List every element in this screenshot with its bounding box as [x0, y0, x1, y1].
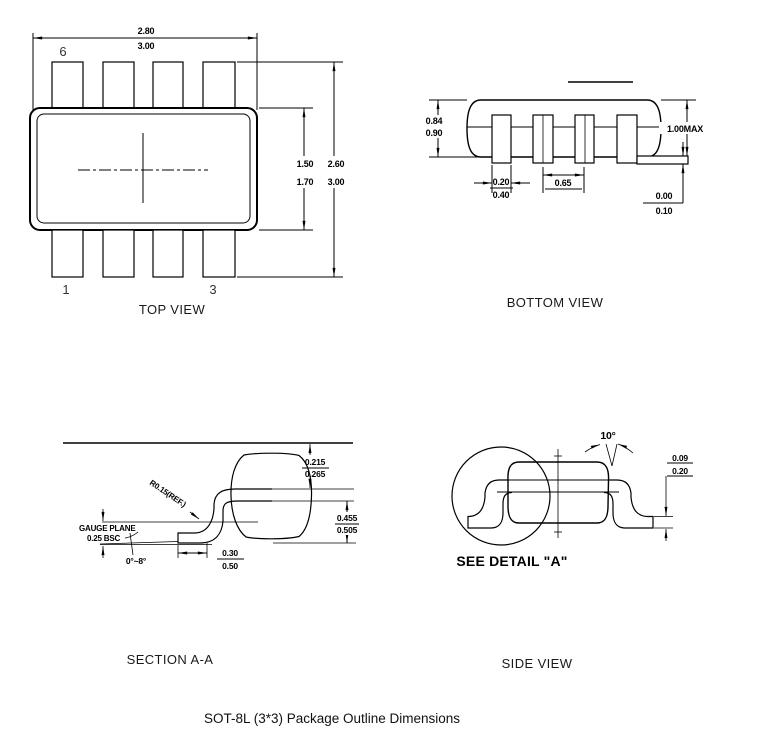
side-lead	[637, 156, 688, 164]
bottom-view-pins	[492, 115, 637, 163]
dim-bottom-body-height	[423, 100, 490, 157]
side-right-lead	[604, 480, 653, 528]
dim-a2-max-label: 0.90	[425, 128, 443, 138]
dim-foot-length	[178, 543, 244, 571]
dim-bottom-lead-width	[474, 165, 530, 200]
section-view-label: SECTION A-A	[126, 652, 214, 667]
bottom-view-label: BOTTOM VIEW	[506, 295, 604, 310]
dim-tip-thickness	[654, 453, 693, 541]
dim-b-max-label: 0.40	[492, 190, 510, 200]
top-view-upper-pins	[52, 62, 235, 108]
dim-b-min-label: 0.20	[492, 177, 510, 187]
top-view-lower-pins	[52, 230, 235, 277]
dim-c-max-label: 0.265	[304, 469, 326, 479]
side-view	[452, 430, 693, 671]
dim-body-h-max-label: 1.70	[296, 177, 314, 187]
dim-amax-label: 1.00MAX	[666, 124, 704, 134]
side-left-lead	[468, 480, 512, 528]
dim-body-h-min-label: 1.50	[296, 159, 314, 169]
dim-h-min-label: 0.455	[336, 513, 358, 523]
tip-angle-label: 10°	[600, 430, 616, 442]
top-view	[30, 26, 348, 317]
dim-overall-max-label: 3.00	[327, 177, 345, 187]
dim-a1-min-label: 0.00	[655, 191, 673, 201]
drawing-caption: SOT-8L (3*3) Package Outline Dimensions	[203, 711, 461, 726]
top-view-body	[30, 108, 257, 230]
bottom-view	[423, 82, 711, 310]
foot-angle-label: 0°~8°	[125, 556, 147, 566]
dim-top-width-min-label: 3.00	[137, 41, 155, 51]
pin-3-label: 3	[209, 282, 217, 297]
side-view-label: SIDE VIEW	[501, 656, 573, 671]
dim-a1-max-label: 0.10	[655, 206, 673, 216]
section-a-a-view	[63, 443, 361, 667]
dim-bottom-height-max	[659, 100, 711, 156]
section-lead	[178, 489, 272, 543]
dim-bottom-standoff	[643, 142, 683, 216]
dim-a2-min-label: 0.84	[425, 116, 443, 126]
see-detail-label: SEE DETAIL "A"	[456, 553, 568, 569]
dim-top-overall-height	[237, 62, 348, 277]
dim-lead-height	[273, 501, 361, 543]
bend-radius-label: R0.15(REF.)	[147, 478, 188, 510]
dim-bend-radius	[148, 478, 199, 519]
pin-1-label: 1	[62, 282, 70, 297]
detail-a-circle	[452, 447, 550, 545]
dim-bottom-pitch	[543, 167, 584, 193]
dim-h-max-label: 0.505	[336, 525, 358, 535]
dim-top-body-height	[259, 108, 317, 230]
top-view-label: TOP VIEW	[138, 302, 206, 317]
dim-tip-max-label: 0.20	[672, 466, 688, 476]
section-body-blob	[231, 453, 312, 539]
dim-lead-thickness	[302, 444, 329, 488]
dim-foot-min-label: 0.30	[222, 548, 238, 558]
dim-foot-max-label: 0.50	[222, 561, 238, 571]
pin-6-label: 6	[59, 44, 67, 59]
dim-top-width-max-label: 2.80	[137, 26, 155, 36]
dim-tip-min-label: 0.09	[672, 453, 688, 463]
gauge-offset-label: 0.25 BSC	[87, 534, 121, 543]
dim-gauge-offset	[79, 509, 136, 558]
dim-foot-angle	[125, 532, 147, 566]
gauge-plane-label: GAUGE PLANE	[79, 524, 136, 533]
dim-overall-min-label: 2.60	[327, 159, 345, 169]
dim-tip-angle	[585, 430, 633, 466]
dim-c-min-label: 0.215	[304, 457, 326, 467]
dim-pitch-label: 0.65	[554, 178, 572, 188]
